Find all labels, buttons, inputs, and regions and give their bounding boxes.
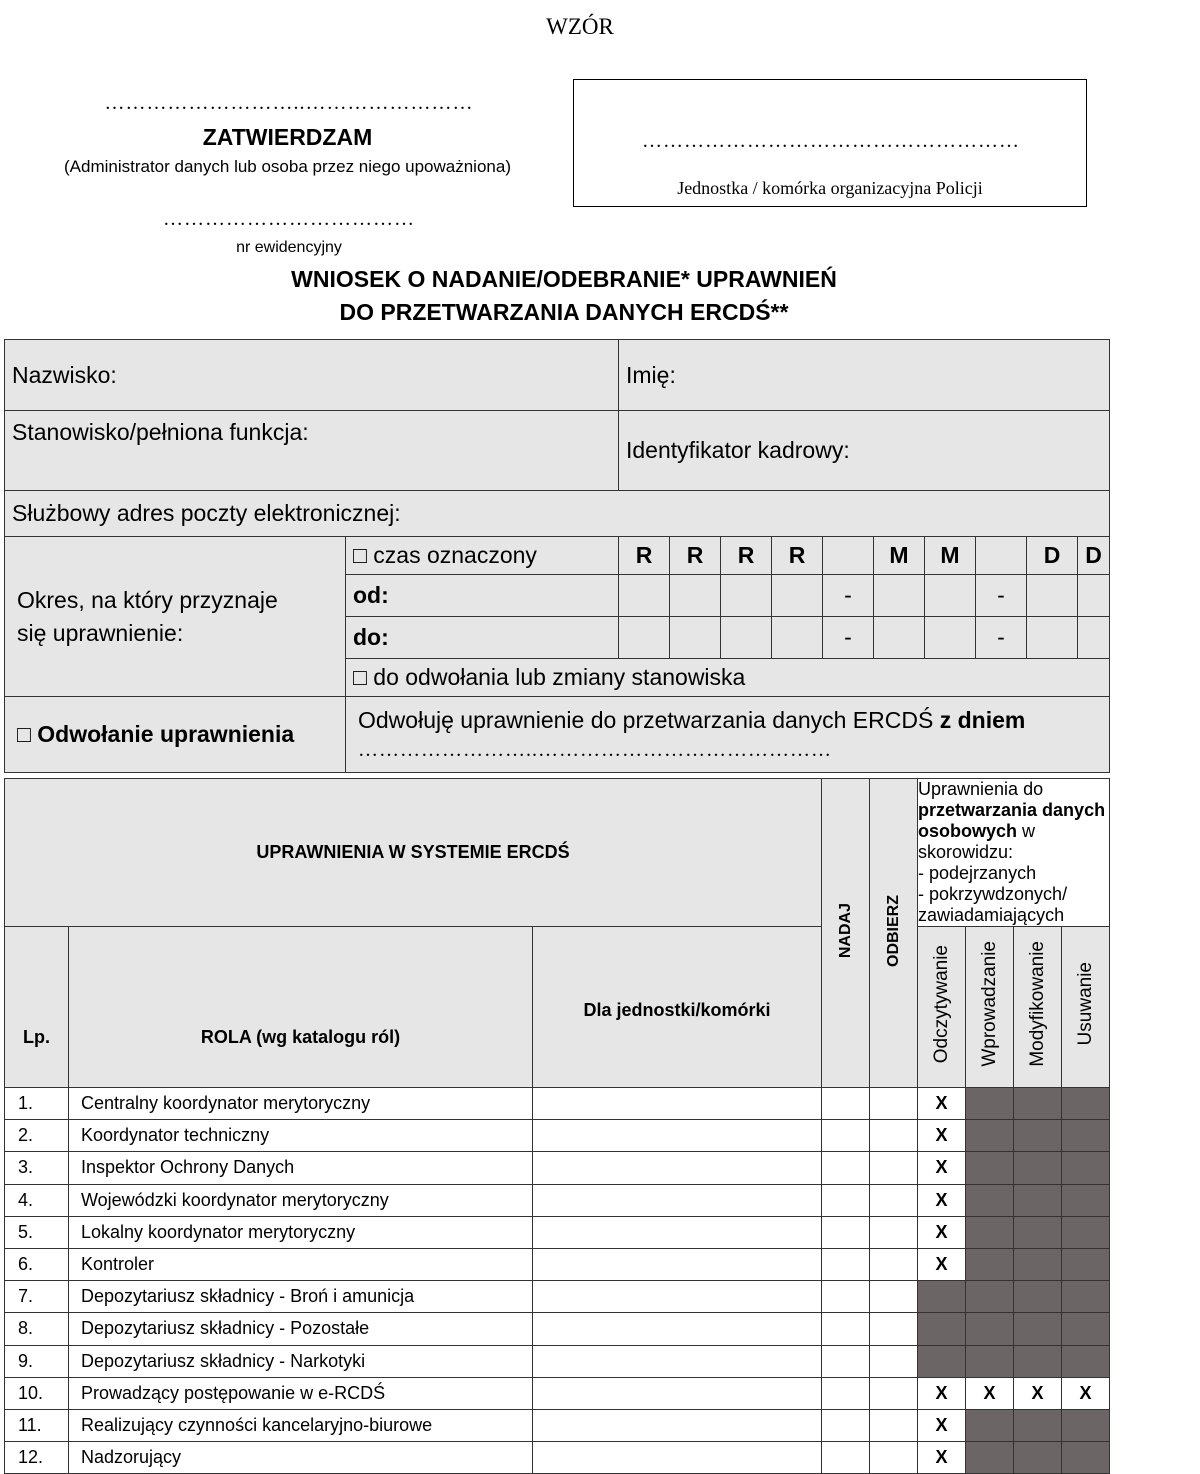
- read-cell[interactable]: X: [918, 1152, 966, 1184]
- role-name: Depozytariusz składnicy - Narkotyki: [69, 1345, 533, 1377]
- table-row: [5, 1088, 1110, 1120]
- revoke-cell[interactable]: [870, 1345, 918, 1377]
- date-header-cell: R: [670, 537, 721, 575]
- date-header-cell: R: [619, 537, 670, 575]
- unit-column-header: Dla jednostki/komórki: [533, 927, 822, 1088]
- role-name: Lokalny koordynator merytoryczny: [69, 1216, 533, 1248]
- date-header-cell: M: [925, 537, 976, 575]
- insert-cell: [966, 1313, 1014, 1345]
- to-date-cell[interactable]: [619, 617, 670, 659]
- grant-cell[interactable]: [822, 1442, 870, 1474]
- row-number: 3.: [5, 1152, 69, 1184]
- grant-cell[interactable]: [822, 1216, 870, 1248]
- revoke-cell[interactable]: [870, 1216, 918, 1248]
- from-date-cell[interactable]: [925, 575, 976, 617]
- revocation-date-label: z dniem: [939, 706, 1026, 733]
- personal-data-table: [4, 339, 1110, 773]
- delete-cell: [1062, 1281, 1110, 1313]
- row-number: 9.: [5, 1345, 69, 1377]
- revoke-cell[interactable]: [870, 1377, 918, 1409]
- read-cell[interactable]: X: [918, 1248, 966, 1280]
- unit-cell[interactable]: [533, 1442, 822, 1474]
- table-row: [5, 1281, 1110, 1313]
- insert-cell: [966, 1409, 1014, 1441]
- delete-cell[interactable]: X: [1062, 1377, 1110, 1409]
- table-row: [5, 1248, 1110, 1280]
- from-date-cell[interactable]: [670, 575, 721, 617]
- unit-cell[interactable]: [533, 1184, 822, 1216]
- read-cell[interactable]: X: [918, 1442, 966, 1474]
- read-cell[interactable]: X: [918, 1409, 966, 1441]
- unit-cell[interactable]: [533, 1377, 822, 1409]
- revoke-cell[interactable]: [870, 1248, 918, 1280]
- template-label: WZÓR: [546, 14, 614, 39]
- row-number: 12.: [5, 1442, 69, 1474]
- role-name: Prowadzący postępowanie w e-RCDŚ: [69, 1377, 533, 1409]
- hr-id-label: Identyfikator kadrowy:: [626, 437, 850, 463]
- delete-cell: [1062, 1345, 1110, 1377]
- unit-cell[interactable]: [533, 1409, 822, 1441]
- grant-cell[interactable]: [822, 1345, 870, 1377]
- email-label: Służbowy adres poczty elektronicznej:: [12, 500, 401, 526]
- date-separator: -: [976, 617, 1027, 659]
- role-name: Wojewódzki koordynator merytoryczny: [69, 1184, 533, 1216]
- modify-cell: [1014, 1120, 1062, 1152]
- row-number: 8.: [5, 1313, 69, 1345]
- row-number: 4.: [5, 1184, 69, 1216]
- table-row: [5, 1409, 1110, 1441]
- grant-cell[interactable]: [822, 1120, 870, 1152]
- modify-cell[interactable]: X: [1014, 1377, 1062, 1409]
- modify-cell: [1014, 1345, 1062, 1377]
- read-cell[interactable]: X: [918, 1377, 966, 1409]
- unit-cell[interactable]: [533, 1281, 822, 1313]
- modify-cell: [1014, 1281, 1062, 1313]
- read-column-header: Odczytywanie: [918, 927, 966, 1088]
- date-separator: -: [823, 575, 874, 617]
- date-separator: -: [976, 575, 1027, 617]
- role-name: Depozytariusz składnicy - Broń i amunicja: [69, 1281, 533, 1313]
- date-header-cell: D: [1027, 537, 1078, 575]
- modify-cell: [1014, 1409, 1062, 1441]
- table-row: [5, 1442, 1110, 1474]
- table-row: [5, 1184, 1110, 1216]
- insert-cell: [966, 1088, 1014, 1120]
- delete-cell: [1062, 1248, 1110, 1280]
- from-date-cell[interactable]: [772, 575, 823, 617]
- role-name: Inspektor Ochrony Danych: [69, 1152, 533, 1184]
- role-column-header: ROLA (wg katalogu ról): [69, 927, 533, 1088]
- position-label: Stanowisko/pełniona funkcja:: [12, 419, 309, 445]
- unit-cell[interactable]: [533, 1248, 822, 1280]
- insert-cell: [966, 1216, 1014, 1248]
- read-cell[interactable]: X: [918, 1120, 966, 1152]
- table-row: [5, 1345, 1110, 1377]
- date-header-cell: M: [874, 537, 925, 575]
- delete-cell: [1062, 1442, 1110, 1474]
- unit-label: Jednostka / komórka organizacyjna Policji: [677, 178, 983, 198]
- to-date-cell[interactable]: [874, 617, 925, 659]
- read-cell[interactable]: X: [918, 1216, 966, 1248]
- date-header-cell: [976, 537, 1027, 575]
- revoke-cell[interactable]: [870, 1152, 918, 1184]
- fixed-time-option[interactable]: □ czas oznaczony: [346, 537, 619, 575]
- grant-column-header: NADAJ: [822, 779, 870, 1088]
- from-date-cell[interactable]: [874, 575, 925, 617]
- role-name: Kontroler: [69, 1248, 533, 1280]
- revocation-option[interactable]: □ Odwołanie uprawnienia: [5, 697, 346, 773]
- to-date-cell[interactable]: [1078, 617, 1110, 659]
- grant-cell[interactable]: [822, 1313, 870, 1345]
- date-header-cell: R: [772, 537, 823, 575]
- role-name: Realizujący czynności kancelaryjno-biurowe: [69, 1409, 533, 1441]
- row-number: 6.: [5, 1248, 69, 1280]
- date-header-cell: D: [1078, 537, 1110, 575]
- grant-cell[interactable]: [822, 1088, 870, 1120]
- grant-cell[interactable]: [822, 1377, 870, 1409]
- from-label: od:: [346, 575, 619, 617]
- revoke-cell[interactable]: [870, 1184, 918, 1216]
- surname-field[interactable]: [5, 340, 619, 411]
- evidence-number-label: nr ewidencyjny: [236, 239, 342, 256]
- role-rows: [5, 1088, 1110, 1474]
- period-label-cell: [5, 537, 346, 697]
- role-name: Depozytariusz składnicy - Pozostałe: [69, 1313, 533, 1345]
- form-title-line1: WNIOSEK O NADANIE/ODEBRANIE* UPRAWNIEŃ: [291, 266, 837, 292]
- lp-column-header: Lp.: [5, 927, 69, 1088]
- to-date-cell[interactable]: [1027, 617, 1078, 659]
- email-field[interactable]: [5, 491, 1110, 537]
- period-label-line2: się uprawnienie:: [17, 619, 184, 646]
- row-number: 2.: [5, 1120, 69, 1152]
- to-date-cell[interactable]: [721, 617, 772, 659]
- grant-cell[interactable]: [822, 1281, 870, 1313]
- table-row: [5, 1152, 1110, 1184]
- until-revoked-option[interactable]: □ do odwołania lub zmiany stanowiska: [346, 659, 1110, 697]
- read-cell: [918, 1345, 966, 1377]
- surname-label: Nazwisko:: [12, 361, 117, 388]
- from-date-cell[interactable]: [1027, 575, 1078, 617]
- revoke-cell[interactable]: [870, 1281, 918, 1313]
- revoke-cell[interactable]: [870, 1442, 918, 1474]
- grant-cell[interactable]: [822, 1152, 870, 1184]
- from-date-cell[interactable]: [1078, 575, 1110, 617]
- date-separator: -: [823, 617, 874, 659]
- insert-column-header: Wprowadzanie: [966, 927, 1014, 1088]
- read-cell[interactable]: X: [918, 1088, 966, 1120]
- personal-data-permissions-note: Uprawnienia do przetwarzania danych osobowych w skorowidzu: - podejrzanych - pokrzywdzonych/ zawiadamiających: [918, 779, 1110, 927]
- revoke-cell[interactable]: [870, 1120, 918, 1152]
- unit-cell[interactable]: [533, 1345, 822, 1377]
- from-date-cell[interactable]: [619, 575, 670, 617]
- to-label: do:: [346, 617, 619, 659]
- grant-cell[interactable]: [822, 1184, 870, 1216]
- revoke-column-header: ODBIERZ: [870, 779, 918, 1088]
- revocation-text: Odwołuję uprawnienie do przetwarzania danych ERCDŚ: [358, 706, 940, 733]
- modify-cell: [1014, 1216, 1062, 1248]
- row-number: 10.: [5, 1377, 69, 1409]
- row-number: 1.: [5, 1088, 69, 1120]
- delete-cell: [1062, 1152, 1110, 1184]
- unit-cell[interactable]: [533, 1313, 822, 1345]
- unit-cell[interactable]: [533, 1216, 822, 1248]
- role-name: Koordynator techniczny: [69, 1120, 533, 1152]
- form-title-line2: DO PRZETWARZANIA DANYCH ERCDŚ**: [339, 299, 789, 325]
- insert-cell: [966, 1184, 1014, 1216]
- grant-cell[interactable]: [822, 1409, 870, 1441]
- row-number: 5.: [5, 1216, 69, 1248]
- permissions-title: UPRAWNIENIA W SYSTEMIE ERCDŚ: [5, 779, 822, 927]
- table-row: [5, 1216, 1110, 1248]
- row-number: 7.: [5, 1281, 69, 1313]
- from-date-cell[interactable]: [721, 575, 772, 617]
- approver-signature-line: ………………………..……………………: [104, 92, 474, 114]
- modify-cell: [1014, 1313, 1062, 1345]
- modify-cell: [1014, 1248, 1062, 1280]
- read-cell: [918, 1281, 966, 1313]
- modify-cell: [1014, 1184, 1062, 1216]
- period-label-line1: Okres, na który przyznaje: [17, 586, 278, 613]
- role-name: Centralny koordynator merytoryczny: [69, 1088, 533, 1120]
- delete-cell: [1062, 1088, 1110, 1120]
- revoke-cell[interactable]: [870, 1313, 918, 1345]
- position-field[interactable]: [5, 411, 619, 491]
- approve-heading: ZATWIERDZAM: [202, 124, 373, 150]
- grant-cell[interactable]: [822, 1248, 870, 1280]
- role-name: Nadzorujący: [69, 1442, 533, 1474]
- delete-cell: [1062, 1216, 1110, 1248]
- unit-cell[interactable]: [533, 1152, 822, 1184]
- date-header-cell: R: [721, 537, 772, 575]
- delete-column-header: Usuwanie: [1062, 927, 1110, 1088]
- table-row: [5, 1377, 1110, 1409]
- table-row: [5, 1120, 1110, 1152]
- unit-line: ………………………………………………: [642, 130, 1020, 152]
- first-name-label: Imię:: [626, 361, 676, 388]
- approver-note: (Administrator danych lub osoba przez niego upoważniona): [64, 157, 511, 176]
- to-date-cell[interactable]: [925, 617, 976, 659]
- unit-cell[interactable]: [533, 1120, 822, 1152]
- delete-cell: [1062, 1409, 1110, 1441]
- unit-box: [573, 79, 1087, 207]
- first-name-field[interactable]: [619, 340, 1110, 411]
- unit-cell[interactable]: [533, 1088, 822, 1120]
- revocation-date-line[interactable]: ……………………..……………………………………: [358, 738, 832, 761]
- evidence-number-line: ………………………………: [163, 208, 415, 230]
- modify-cell: [1014, 1442, 1062, 1474]
- insert-cell: [966, 1152, 1014, 1184]
- read-cell: [918, 1313, 966, 1345]
- delete-cell: [1062, 1184, 1110, 1216]
- insert-cell: [966, 1120, 1014, 1152]
- insert-cell: [966, 1442, 1014, 1474]
- modify-cell: [1014, 1152, 1062, 1184]
- revoke-cell[interactable]: [870, 1409, 918, 1441]
- to-date-cell[interactable]: [772, 617, 823, 659]
- revoke-cell[interactable]: [870, 1088, 918, 1120]
- read-cell[interactable]: X: [918, 1184, 966, 1216]
- table-row: [5, 1313, 1110, 1345]
- revocation-text-cell: [346, 697, 1110, 773]
- delete-cell: [1062, 1313, 1110, 1345]
- to-date-cell[interactable]: [670, 617, 721, 659]
- insert-cell: [966, 1345, 1014, 1377]
- date-header-cell: [823, 537, 874, 575]
- row-number: 11.: [5, 1409, 69, 1441]
- permissions-table: [4, 778, 1110, 1474]
- delete-cell: [1062, 1120, 1110, 1152]
- modify-column-header: Modyfikowanie: [1014, 927, 1062, 1088]
- hr-id-field[interactable]: [619, 411, 1110, 491]
- modify-cell: [1014, 1088, 1062, 1120]
- insert-cell[interactable]: X: [966, 1377, 1014, 1409]
- insert-cell: [966, 1281, 1014, 1313]
- insert-cell: [966, 1248, 1014, 1280]
